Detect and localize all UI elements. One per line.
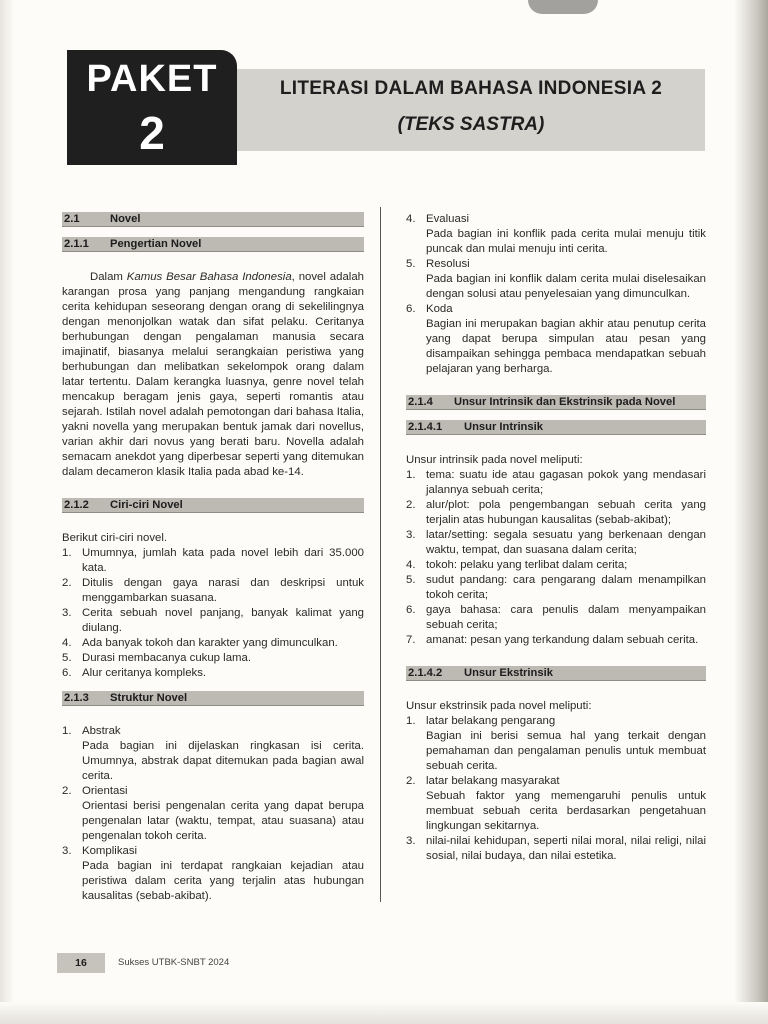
list-item: 1. Umumnya, jumlah kata pada novel lebih dari 35.000 kata.	[62, 547, 364, 574]
page-smudge	[528, 0, 598, 14]
list-item: 1. latar belakang pengarang Bagian ini berisi semua hal yang terkait dengan pemahaman dan pengalaman penulis untuk membuat sebuah cerita.	[406, 715, 706, 772]
pengertian-paragraph: Dalam Kamus Besar Bahasa Indonesia, novel adalah karangan prosa yang panjang mengandung rangkaian cerita kehidupan seseorang dengan orang di sekelilingnya dengan menonjolkan watak dan sifat pelaku. Ceritanya berhubungan dengan pengalaman manusia secara imajinatif, biasanya melalui serangkaian peristiwa yang berhubungan dan melibatkan sekelompok orang dalam latar tertentu. Dalam kerangka luasnya, genre novel telah mencakup beragam jenis gaya, seperti romantis atau sejarah. Istilah novel adalah pemotongan dari bahasa Italia, yakni novella yang merupakan bentuk jamak dari novellus, varian akhir dari novus yang berati baru. Novella adalah semacam anekdot yang diperbesar seperti yang ditemukan dalam decameron klasik Italia pada abad ke-14.	[62, 271, 364, 478]
list-item: 3. nilai-nilai kehidupan, seperti nilai moral, nilai religi, nilai sosial, nilai budaya, dan nilai estetika.	[406, 835, 706, 862]
struktur-list-continued	[406, 212, 706, 377]
page-edge-left	[0, 0, 14, 1024]
section-number: 2.1.1	[64, 238, 89, 250]
section-title: Struktur Novel	[110, 692, 188, 704]
section-heading	[62, 498, 364, 513]
list-item: 6. Alur ceritanya kompleks.	[62, 667, 207, 679]
chapter-title-band	[237, 69, 705, 151]
list-item: 4. Ada banyak tokoh dan karakter yang dimunculkan.	[62, 637, 338, 649]
section-heading	[62, 691, 364, 706]
paket-number: 2	[139, 107, 165, 159]
chapter-subtitle: (TEKS SASTRA)	[397, 114, 545, 135]
paket-badge	[67, 50, 237, 165]
list-item: 2. alur/plot: pola pengembangan sebuah cerita yang terjalin atas hubungan kausalitas (sebab-akibat);	[406, 499, 706, 526]
paket-label: PAKET	[86, 58, 218, 100]
section-heading	[406, 395, 706, 410]
page-number: 16	[75, 957, 87, 969]
ciri-list	[62, 546, 364, 681]
right-column	[406, 212, 706, 864]
list-item: 5. Resolusi Pada bagian ini konflik dalam cerita mulai diselesaikan dengan solusi atau penyelesaian yang dimunculkan.	[406, 258, 706, 300]
ciri-intro: Berikut ciri-ciri novel.	[62, 532, 168, 544]
section-heading	[62, 212, 364, 227]
list-item: 3. latar/setting: segala sesuatu yang berkenaan dengan waktu, tempat, dan suasana dalam cerita;	[406, 529, 706, 556]
section-number: 2.1.3	[64, 692, 89, 704]
list-item: 5. sudut pandang: cara pengarang dalam menampilkan tokoh cerita;	[406, 574, 706, 601]
list-item: 7. amanat: pesan yang terkandung dalam sebuah cerita.	[406, 634, 699, 646]
list-item: 1. Abstrak Pada bagian ini dijelaskan ringkasan isi cerita. Umumnya, abstrak dapat ditemukan pada bagian awal cerita.	[62, 725, 364, 782]
section-number: 2.1.2	[64, 499, 89, 511]
kbbi-title: Kamus Besar Bahasa Indonesia	[126, 271, 292, 283]
section-title: Unsur Ekstrinsik	[464, 667, 553, 679]
list-item: 1. tema: suatu ide atau gagasan pokok yang mendasari jalannya sebuah cerita;	[406, 469, 706, 496]
section-title: Novel	[110, 213, 141, 225]
list-item: 6. gaya bahasa: cara penulis dalam menyampaikan sebuah cerita;	[406, 604, 706, 631]
list-item: 3. Cerita sebuah novel panjang, banyak kalimat yang diulang.	[62, 607, 364, 634]
ekstrinsik-list	[406, 714, 706, 864]
section-number: 2.1.4	[408, 396, 433, 408]
section-number: 2.1	[64, 213, 80, 225]
list-item: 2. Ditulis dengan gaya narasi dan deskripsi untuk menggambarkan suasana.	[62, 577, 364, 604]
intrinsik-intro: Unsur intrinsik pada novel meliputi:	[406, 454, 583, 466]
list-item: 2. latar belakang masyarakat Sebuah faktor yang memengaruhi penulis untuk membuat sebuah cerita berdasarkan pengetahuan lingkungan sekitarnya.	[406, 775, 706, 832]
section-title: Pengertian Novel	[110, 238, 202, 250]
section-heading	[406, 666, 706, 681]
list-item: 3. Komplikasi Pada bagian ini terdapat rangkaian kejadian atau peristiwa dalam cerita yang terjalin atas hubungan kausalitas (sebab-akibat).	[62, 845, 364, 902]
page-edge-right	[734, 0, 768, 1024]
ekstrinsik-intro: Unsur ekstrinsik pada novel meliputi:	[406, 700, 592, 712]
column-divider	[380, 207, 381, 902]
struktur-list	[62, 724, 364, 904]
list-item: 6. Koda Bagian ini merupakan bagian akhir atau penutup cerita yang dapat berupa simpulan atau pesan yang disampaikan sehingga pembaca mendapatkan sebuah pelajaran yang berharga.	[406, 303, 706, 375]
section-title: Ciri-ciri Novel	[110, 499, 183, 511]
list-item: 4. tokoh: pelaku yang terlibat dalam cerita;	[406, 559, 628, 571]
page-edge-bottom	[0, 1002, 768, 1024]
list-item: 4. Evaluasi Pada bagian ini konflik pada cerita mulai menuju titik puncak dan mulai menuju inti cerita.	[406, 213, 706, 255]
book-title: Sukses UTBK-SNBT 2024	[118, 957, 230, 968]
section-title: Unsur Intrinsik	[464, 421, 543, 433]
section-heading	[62, 237, 364, 252]
list-item: 5. Durasi membacanya cukup lama.	[62, 652, 252, 664]
list-item: 2. Orientasi Orientasi berisi pengenalan cerita yang dapat berupa pengenalan latar (waktu, tempat, atau suasana) atau pengenalan tokoh cerita.	[62, 785, 364, 842]
section-title: Unsur Intrinsik dan Ekstrinsik pada Novel	[454, 396, 676, 408]
intrinsik-list	[406, 468, 706, 648]
chapter-title: LITERASI DALAM BAHASA INDONESIA 2	[279, 78, 663, 99]
section-number: 2.1.4.1	[408, 421, 443, 433]
left-column	[62, 212, 364, 904]
section-number: 2.1.4.2	[408, 667, 443, 679]
section-heading	[406, 420, 706, 435]
